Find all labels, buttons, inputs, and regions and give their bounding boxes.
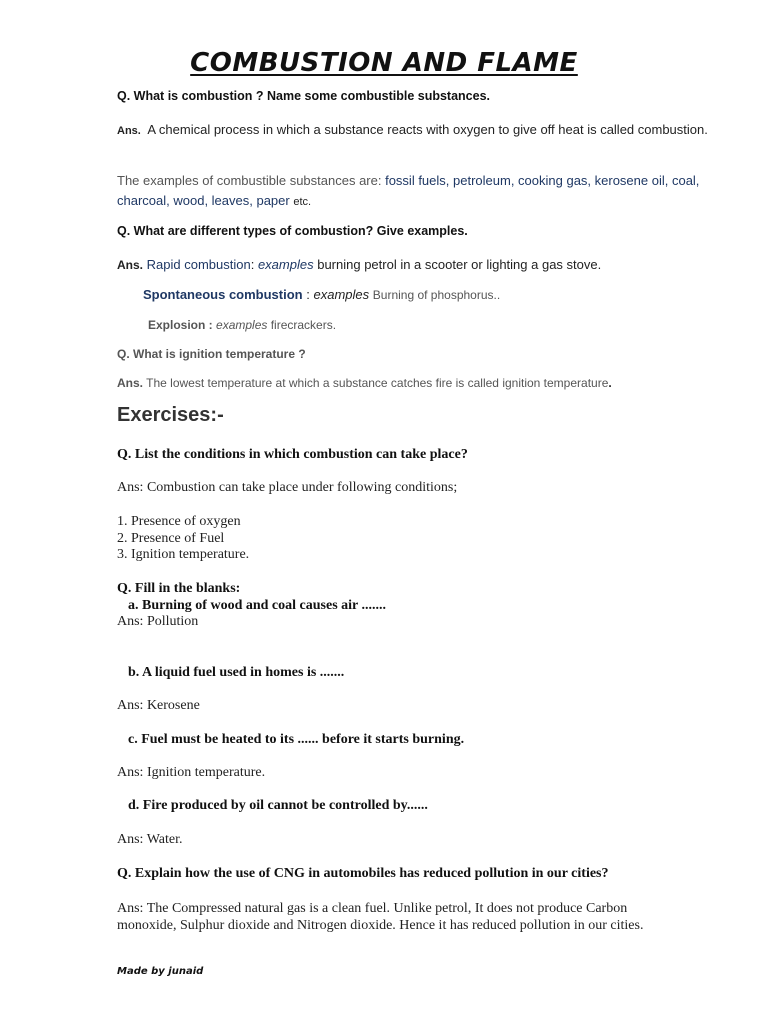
examples-paragraph xyxy=(117,171,708,212)
explosion-examples-word: examples xyxy=(216,318,268,332)
exercise-answer-cng: Ans: The Compressed natural gas is a clean fuel. Unlike petrol, It does not produce Carbon monoxide, Sulphur dioxide and Nitrogen dioxide. Hence it has reduced pollution in our cities. xyxy=(117,901,644,933)
spont-colon: : xyxy=(306,287,310,302)
explosion-text: firecrackers. xyxy=(270,318,337,332)
exercise-question-conditions: Q. List the conditions in which combustion can take place? xyxy=(117,447,468,462)
exercises-heading: Exercises:- xyxy=(117,404,224,426)
exercise-question-blanks: Q. Fill in the blanks: xyxy=(117,581,241,596)
exercise-answer-conditions: Ans: Combustion can take place under following conditions; xyxy=(117,480,458,495)
rapid-colon: : xyxy=(250,257,255,272)
answer-text: A chemical process in which a substance reacts with oxygen to give off heat is called combustion. xyxy=(147,122,708,137)
answer-spontaneous xyxy=(143,287,500,302)
footer-credit: Made by junaid xyxy=(117,966,204,977)
blank-answer-d: Ans: Water. xyxy=(117,832,183,847)
blank-answer-c: Ans: Ignition temperature. xyxy=(117,765,266,780)
list-item: 1. Presence of oxygen xyxy=(117,514,241,529)
ans-tag: Ans. xyxy=(117,125,141,137)
rapid-examples-word: examples xyxy=(257,257,314,272)
answer-explosion xyxy=(148,318,336,332)
answer-combustion xyxy=(117,119,708,142)
conditions-list xyxy=(117,514,708,564)
question-types: Q. What are different types of combustion? Give examples. xyxy=(117,224,468,238)
exercise-question-cng: Q. Explain how the use of CNG in automobiles has reduced pollution in our cities? xyxy=(117,866,609,881)
blank-question-a: a. Burning of wood and coal causes air ....... xyxy=(128,598,386,613)
ans-tag: Ans. xyxy=(117,258,144,272)
blank-question-d: d. Fire produced by oil cannot be controlled by...... xyxy=(128,798,428,813)
ans-tag: Ans. xyxy=(117,376,144,390)
blank-answer-b: Ans: Kerosene xyxy=(117,698,200,713)
question-ignition: Q. What is ignition temperature ? xyxy=(117,347,306,361)
blank-answer-a: Ans: Pollution xyxy=(117,614,199,629)
ignition-text: The lowest temperature at which a substance catches fire is called ignition temperature xyxy=(146,376,609,390)
rapid-text: burning petrol in a scooter or lighting a gas stove. xyxy=(317,257,602,272)
spont-label: Spontaneous combustion xyxy=(143,287,303,302)
list-item: 2. Presence of Fuel xyxy=(117,530,225,546)
spont-text: Burning of phosphorus.. xyxy=(372,288,501,302)
page-title: COMBUSTION AND FLAME xyxy=(190,48,578,78)
examples-list: fossil fuels, petroleum, cooking gas, kerosene oil, coal, charcoal, wood, leaves, paper xyxy=(117,173,700,208)
blank-question-b: b. A liquid fuel used in homes is ....... xyxy=(128,665,345,680)
rapid-label: Rapid combustion xyxy=(146,257,251,272)
answer-rapid xyxy=(117,257,708,272)
examples-intro: The examples of combustible substances are: xyxy=(117,173,382,188)
explosion-label: Explosion : xyxy=(148,318,213,332)
blank-question-c: c. Fuel must be heated to its ...... before it starts burning. xyxy=(128,732,465,747)
question-combustion: Q. What is combustion ? Name some combustible substances. xyxy=(117,89,490,103)
ignition-period: . xyxy=(608,376,612,390)
spont-examples-word: examples xyxy=(313,287,370,302)
examples-etc: etc. xyxy=(293,196,312,208)
list-item: 3. Ignition temperature. xyxy=(117,547,250,562)
answer-ignition xyxy=(117,376,708,390)
